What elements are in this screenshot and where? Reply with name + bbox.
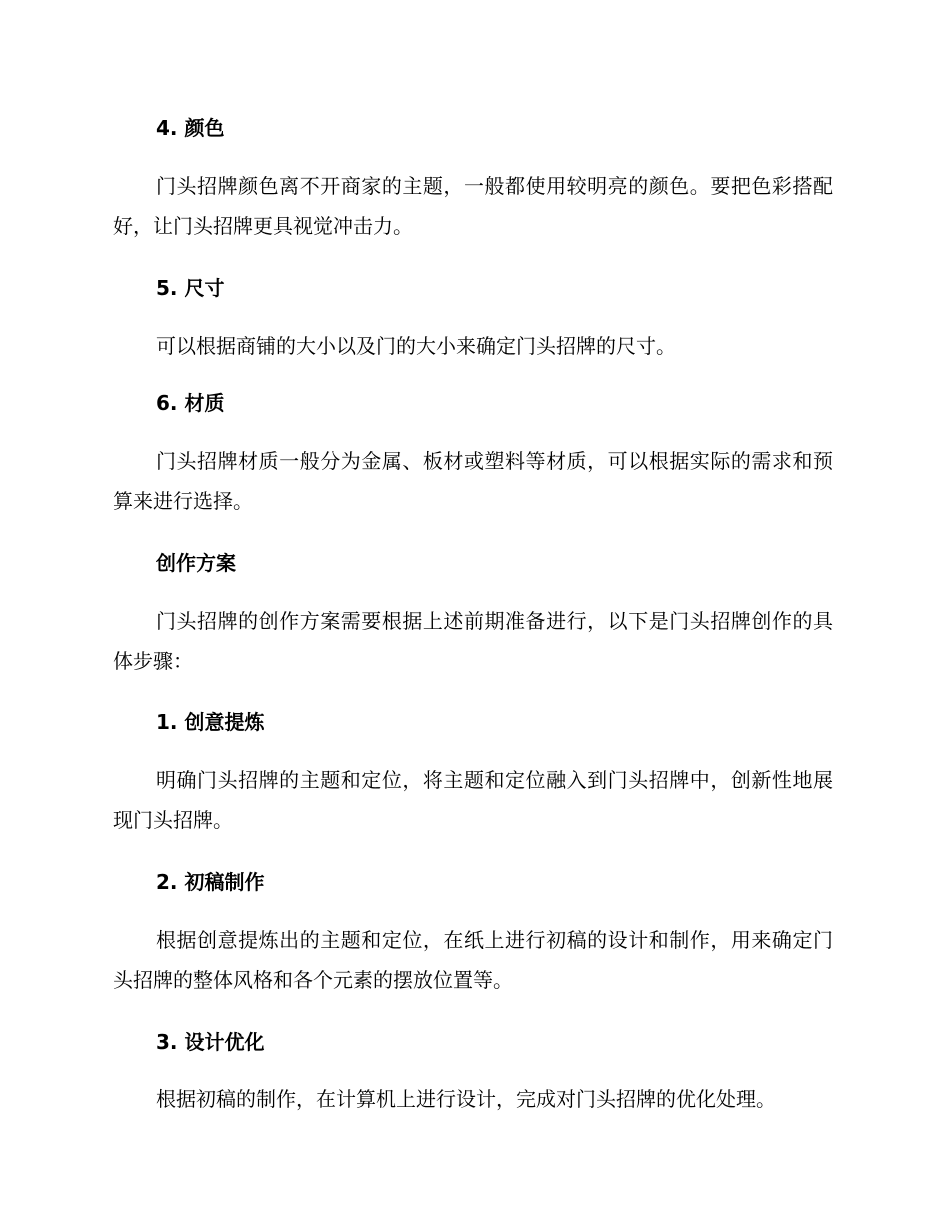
section-heading-idea-refinement: 1. 创意提炼 [156,710,265,734]
section-heading-material: 6. 材质 [156,391,225,415]
paragraph-design-optimization: 根据初稿的制作，在计算机上进行设计，完成对门头招牌的优化处理。 [156,1087,776,1111]
paragraph-creation-plan: 门头招牌的创作方案需要根据上述前期准备进行，以下是门头招牌创作的具体步骤： [113,609,833,673]
paragraph-size: 可以根据商铺的大小以及门的大小来确定门头招牌的尺寸。 [156,334,676,358]
section-heading-color: 4. 颜色 [156,116,225,140]
paragraph-idea-refinement: 明确门头招牌的主题和定位，将主题和定位融入到门头招牌中，创新性地展现门头招牌。 [113,768,833,832]
paragraph-color: 门头招牌颜色离不开商家的主题，一般都使用较明亮的颜色。要把色彩搭配好，让门头招牌更具视觉冲击力。 [113,174,833,238]
section-heading-size: 5. 尺寸 [156,276,225,300]
section-heading-design-optimization: 3. 设计优化 [156,1030,265,1054]
section-heading-creation-plan: 创作方案 [156,551,236,575]
section-heading-draft: 2. 初稿制作 [156,870,265,894]
paragraph-draft: 根据创意提炼出的主题和定位，在纸上进行初稿的设计和制作，用来确定门头招牌的整体风格和各个元素的摆放位置等。 [113,928,833,992]
paragraph-material: 门头招牌材质一般分为金属、板材或塑料等材质，可以根据实际的需求和预算来进行选择。 [113,449,833,513]
